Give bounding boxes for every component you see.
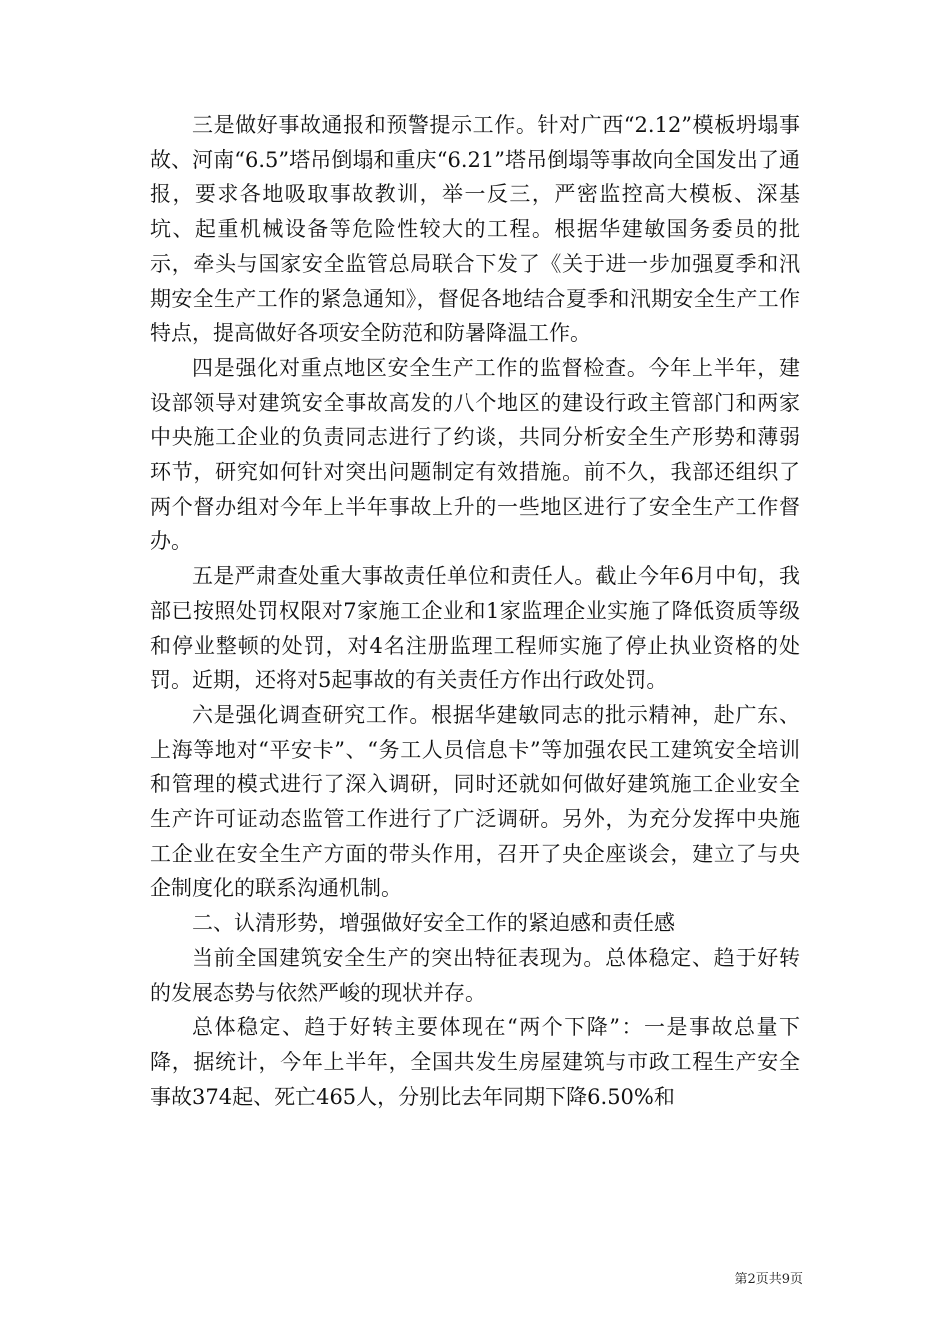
section-heading: 二、认清形势，增强做好安全工作的紧迫感和责任感 [192, 911, 675, 936]
page-number: 第2页共9页 [734, 1272, 803, 1287]
document-body [150, 108, 800, 1114]
paragraph-item-4: 四是强化对重点地区安全生产工作的监督检查。今年上半年，建设部领导对建筑安全事故高发的八个地区的建设行政主管部门和两家中央施工企业的负责同志进行了约谈，共同分析安全生产形势和薄弱环节，研究如何针对突出问题制定有效措施。前不久，我部还组织了两个督办组对今年上半年事故上升的一些地区进行了安全生产工作督办。 [150, 355, 800, 554]
paragraph-two-declines: 总体稳定、趋于好转主要体现在“两个下降”：一是事故总量下降，据统计，今年上半年，全国共发生房屋建筑与市政工程生产安全事故374起、死亡465人，分别比去年同期下降6.50%和 [150, 1015, 800, 1109]
paragraph-item-5: 五是严肃查处重大事故责任单位和责任人。截止今年6月中旬，我部已按照处罚权限对7家施工企业和1家监理企业实施了降低资质等级和停业整顿的处罚，对4名注册监理工程师实施了停止执业资格的处罚。近期，还将对5起事故的有关责任方作出行政处罚。 [150, 564, 800, 693]
paragraph-item-6: 六是强化调查研究工作。根据华建敏同志的批示精神，赴广东、上海等地对“平安卡”、“务工人员信息卡”等加强农民工建筑安全培训和管理的模式进行了深入调研，同时还就如何做好建筑施工企业安全生产许可证动态监管工作进行了广泛调研。另外，为充分发挥中央施工企业在安全生产方面的带头作用，召开了央企座谈会，建立了与央企制度化的联系沟通机制。 [150, 702, 800, 901]
paragraph-item-3: 三是做好事故通报和预警提示工作。针对广西“2.12”模板坍塌事故、河南“6.5”塔吊倒塌和重庆“6.21”塔吊倒塌等事故向全国发出了通报，要求各地吸取事故教训，举一反三，严密监控高大模板、深基坑、起重机械设备等危险性较大的工程。根据华建敏国务委员的批示，牵头与国家安全监管总局联合下发了《关于进一步加强夏季和汛期安全生产工作的紧急通知》，督促各地结合夏季和汛期安全生产工作特点，提高做好各项安全防范和防暑降温工作。 [150, 113, 800, 346]
paragraph-overview: 当前全国建筑安全生产的突出特征表现为。总体稳定、趋于好转的发展态势与依然严峻的现状并存。 [150, 945, 800, 1005]
